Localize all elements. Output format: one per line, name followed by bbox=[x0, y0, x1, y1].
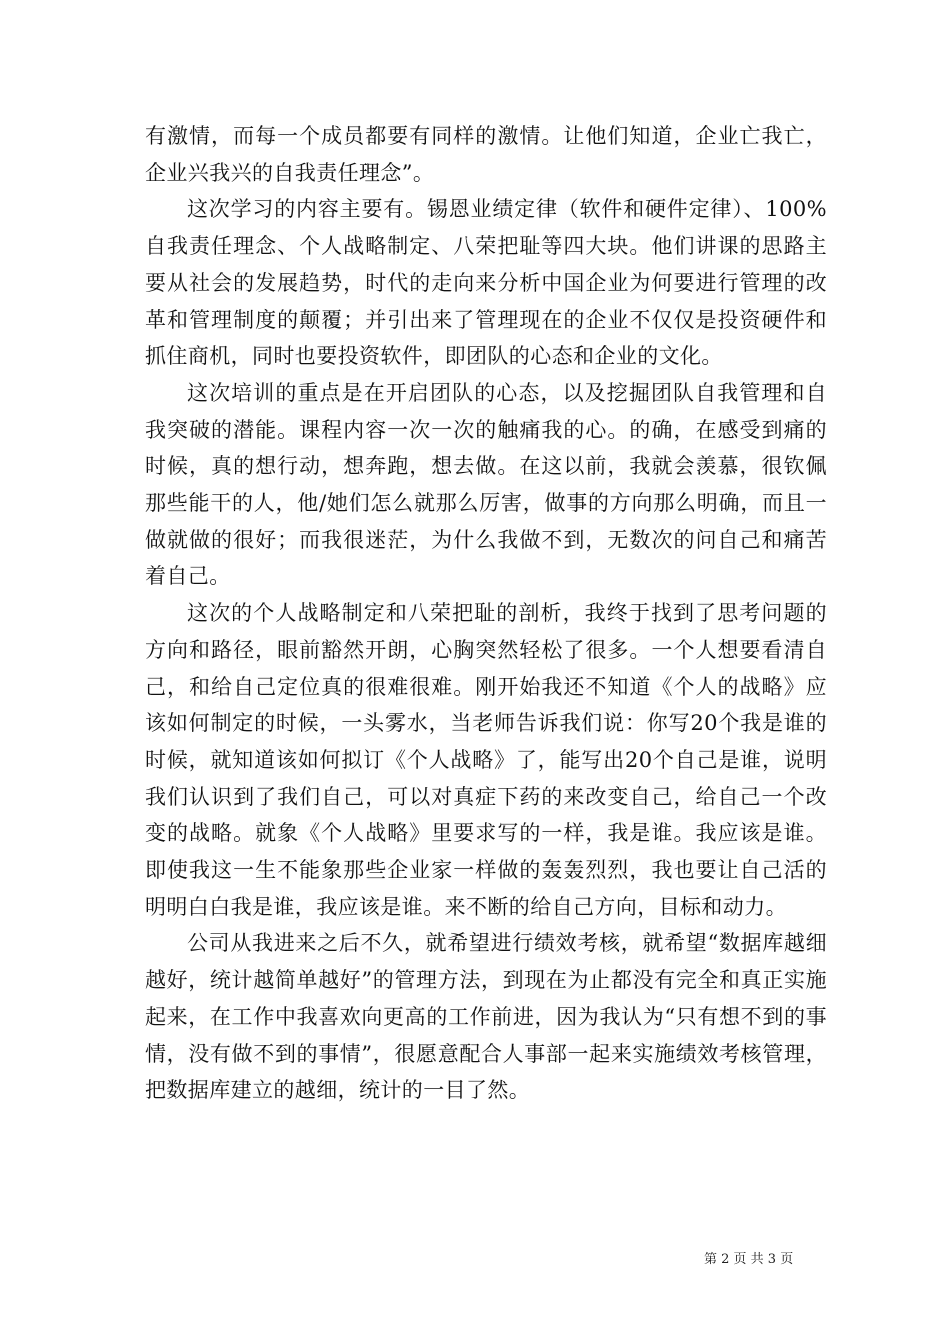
paragraph-2: 这次学习的内容主要有。锡恩业绩定律（软件和硬件定律）、100%自我责任理念、个人战略制定、八荣把耻等四大块。他们讲课的思路主要从社会的发展趋势，时代的走向来分析中国企业为何要进行管理的改革和管理制度的颠覆；并引出来了管理现在的企业不仅仅是投资硬件和抓住商机，同时也要投资软件，即团队的心态和企业的文化。 bbox=[145, 197, 827, 369]
document-body bbox=[145, 118, 827, 1109]
paragraph-3: 这次培训的重点是在开启团队的心态，以及挖掘团队自我管理和自我突破的潜能。课程内容一次一次的触痛我的心。的确，在感受到痛的时候，真的想行动，想奔跑，想去做。在这以前，我就会羡慕，很钦佩那些能干的人，他/她们怎么就那么厉害，做事的方向那么明确，而且一做就做的很好；而我很迷茫，为什么我做不到，无数次的问自己和痛苦着自己。 bbox=[145, 380, 827, 589]
page-number-footer: 第 2 页 共 3 页 bbox=[704, 1252, 794, 1267]
paragraph-1: 有激情，而每一个成员都要有同样的激情。让他们知道，企业亡我亡，企业兴我兴的自我责任理念”。 bbox=[145, 124, 827, 185]
paragraph-4: 这次的个人战略制定和八荣把耻的剖析，我终于找到了思考问题的方向和路径，眼前豁然开朗，心胸突然轻松了很多。一个人想要看清自己，和给自己定位真的很难很难。刚开始我还不知道《个人的战略》应该如何制定的时候，一头雾水，当老师告诉我们说：你写20个我是谁的时候，就知道该如何拟订《个人战略》了，能写出20个自己是谁，说明我们认识到了我们自己，可以对真症下药的来改变自己，给自己一个改变的战略。就象《个人战略》里要求写的一样，我是谁。我应该是谁。即使我这一生不能象那些企业家一样做的轰轰烈烈，我也要让自己活的明明白白我是谁，我应该是谁。来不断的给自己方向，目标和动力。 bbox=[145, 601, 827, 919]
paragraph-5: 公司从我进来之后不久，就希望进行绩效考核，就希望“数据库越细越好，统计越简单越好”的管理方法，到现在为止都没有完全和真正实施起来，在工作中我喜欢向更高的工作前进，因为我认为“只有想不到的事情，没有做不到的事情”，很愿意配合人事部一起来实施绩效考核管理，把数据库建立的越细，统计的一目了然。 bbox=[145, 931, 827, 1103]
